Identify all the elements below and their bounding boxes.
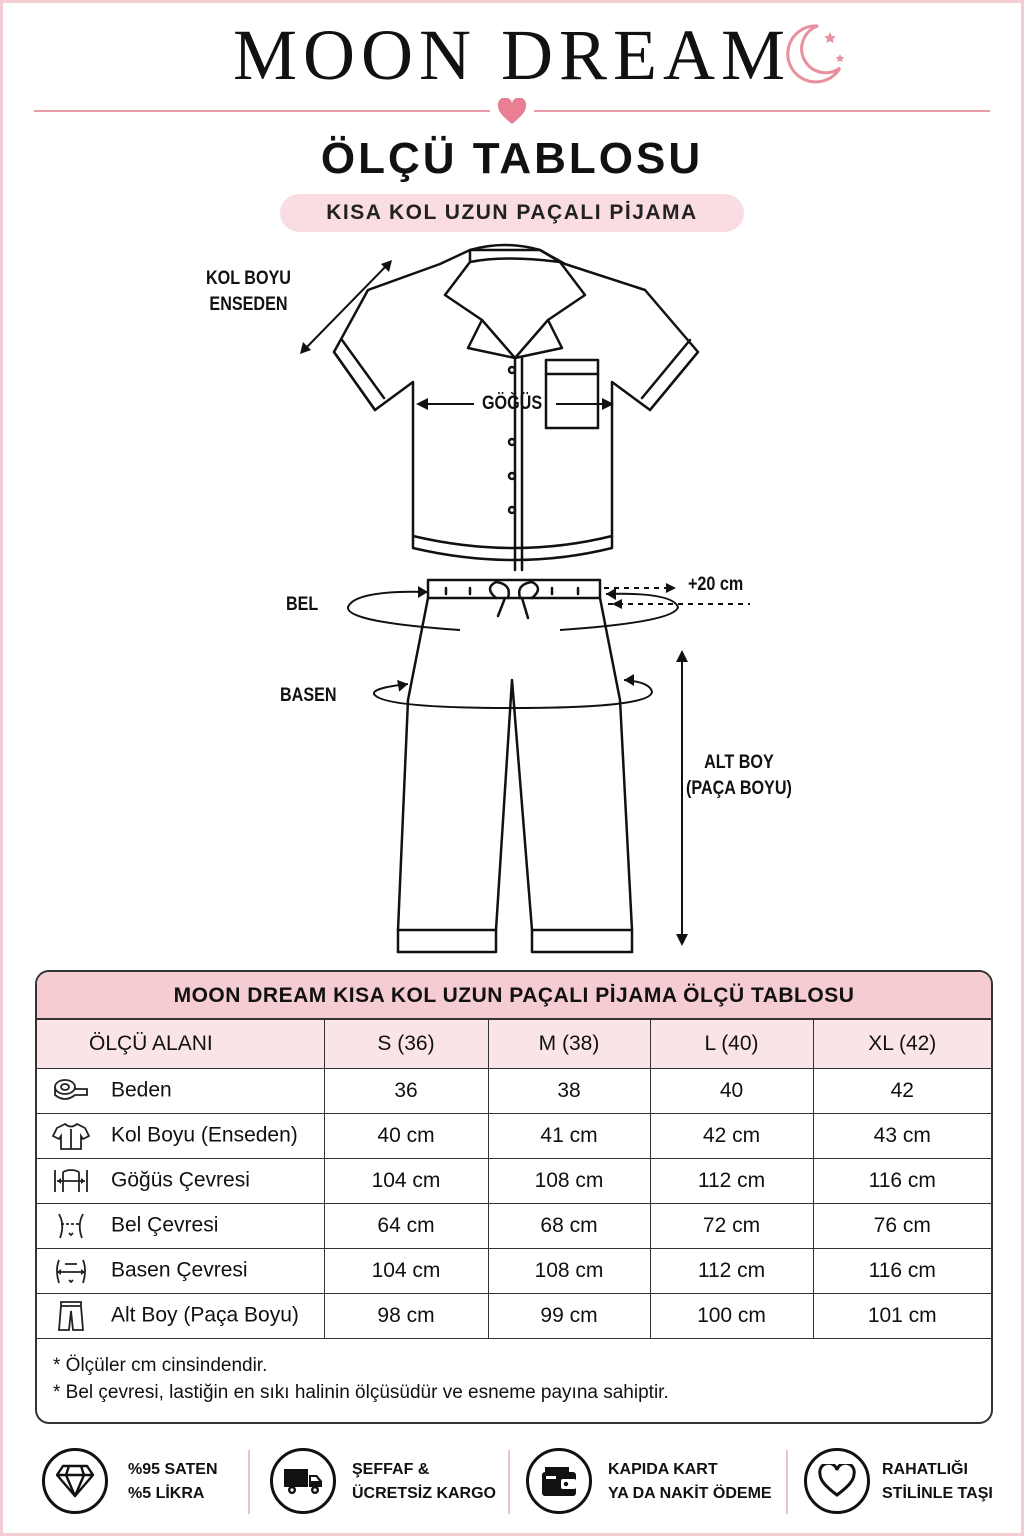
feature-line: ŞEFFAF & xyxy=(352,1461,430,1478)
brand-logo-text: MOON DREAM xyxy=(232,15,792,95)
row-label: Basen Çevresi xyxy=(111,1258,248,1282)
label-kol-boyu: KOL BOYU ENSEDEN xyxy=(206,268,291,315)
cell-value: 40 cm xyxy=(324,1114,488,1159)
cell-value: 40 xyxy=(650,1069,813,1114)
row-label: Alt Boy (Paça Boyu) xyxy=(111,1303,299,1327)
footer-separator xyxy=(786,1450,788,1514)
shirt-pocket xyxy=(546,360,598,428)
row-label: Bel Çevresi xyxy=(111,1213,219,1237)
right-sleeve-cuff xyxy=(642,340,698,410)
feature-line: KAPIDA KART xyxy=(608,1461,718,1478)
diamond-icon xyxy=(55,1463,95,1499)
heart-divider-icon xyxy=(497,98,527,126)
cell-value: 116 cm xyxy=(813,1159,991,1204)
cell-value: 76 cm xyxy=(813,1204,991,1249)
table-caption: MOON DREAM KISA KOL UZUN PAÇALI PİJAMA ÖLÇÜ TABLOSU xyxy=(37,972,991,1020)
feature-footer xyxy=(0,1440,1024,1536)
label-bel: BEL xyxy=(286,594,319,615)
table-row xyxy=(37,1114,991,1159)
feature-line: %5 LİKRA xyxy=(128,1485,205,1502)
cell-value: 42 cm xyxy=(650,1114,813,1159)
cell-value: 100 cm xyxy=(650,1294,813,1339)
cell-value: 108 cm xyxy=(488,1249,650,1294)
row-label: Beden xyxy=(111,1078,172,1102)
table-row xyxy=(37,1294,991,1339)
cell-value: 38 xyxy=(488,1069,650,1114)
table-row xyxy=(37,1249,991,1294)
table-row xyxy=(37,1204,991,1249)
feature-line: YA DA NAKİT ÖDEME xyxy=(608,1485,772,1502)
wallet-icon xyxy=(539,1463,579,1499)
row-label: Göğüs Çevresi xyxy=(111,1168,250,1192)
waist-icon xyxy=(51,1211,91,1241)
divider-left xyxy=(34,110,490,112)
table-notes xyxy=(53,1352,669,1406)
note-line: * Ölçüler cm cinsindendir. xyxy=(53,1355,268,1376)
label-basen: BASEN xyxy=(280,685,337,706)
table-row xyxy=(37,1159,991,1204)
hip-icon xyxy=(51,1256,91,1286)
shirt-collar xyxy=(445,245,585,358)
label-gogus: GÖĞÜS xyxy=(482,393,543,414)
feature-line: %95 SATEN xyxy=(128,1461,218,1478)
cell-value: 112 cm xyxy=(650,1159,813,1204)
header-size-l: L (40) xyxy=(650,1020,813,1069)
header-olcu-alani: ÖLÇÜ ALANI xyxy=(37,1020,324,1069)
cell-value: 42 xyxy=(813,1069,991,1114)
pajama-diagram xyxy=(0,230,1024,970)
row-label: Kol Boyu (Enseden) xyxy=(111,1123,298,1147)
feature-line: ÜCRETSİZ KARGO xyxy=(352,1485,496,1502)
feature-line: RAHATLIĞI xyxy=(882,1461,968,1478)
header-size-s: S (36) xyxy=(324,1020,488,1069)
size-chart-table xyxy=(35,970,993,1424)
table-row xyxy=(37,1069,991,1114)
cell-value: 108 cm xyxy=(488,1159,650,1204)
label-plus-20: +20 cm xyxy=(688,574,744,595)
header-size-xl: XL (42) xyxy=(813,1020,991,1069)
chest-measure-icon xyxy=(51,1166,91,1196)
cell-value: 72 cm xyxy=(650,1204,813,1249)
cell-value: 104 cm xyxy=(324,1159,488,1204)
truck-icon xyxy=(282,1466,324,1496)
cell-value: 43 cm xyxy=(813,1114,991,1159)
divider-right xyxy=(534,110,990,112)
feature-line: STİLİNLE TAŞI xyxy=(882,1485,993,1502)
page-title: ÖLÇÜ TABLOSU xyxy=(320,134,704,183)
trousers-icon xyxy=(51,1299,91,1333)
table-header-row xyxy=(37,1020,991,1069)
cell-value: 64 cm xyxy=(324,1204,488,1249)
cell-value: 99 cm xyxy=(488,1294,650,1339)
shirt-icon xyxy=(51,1121,91,1151)
footer-separator xyxy=(248,1450,250,1514)
cell-value: 41 cm xyxy=(488,1114,650,1159)
product-subtitle: KISA KOL UZUN PAÇALI PİJAMA xyxy=(280,194,744,232)
cell-value: 68 cm xyxy=(488,1204,650,1249)
pants-waistband xyxy=(428,580,600,598)
cell-value: 104 cm xyxy=(324,1249,488,1294)
note-line: * Bel çevresi, lastiğin en sıkı halinin ölçüsüdür ve esneme payına sahiptir. xyxy=(53,1382,669,1403)
moon-stars-icon xyxy=(780,18,850,88)
label-alt-boy: ALT BOY (PAÇA BOYU) xyxy=(686,752,792,799)
left-sleeve-cuff xyxy=(334,340,384,410)
cell-value: 112 cm xyxy=(650,1249,813,1294)
tape-measure-icon xyxy=(51,1077,91,1105)
heart-icon xyxy=(818,1464,856,1498)
cell-value: 98 cm xyxy=(324,1294,488,1339)
cell-value: 101 cm xyxy=(813,1294,991,1339)
header-size-m: M (38) xyxy=(488,1020,650,1069)
footer-separator xyxy=(508,1450,510,1514)
cell-value: 116 cm xyxy=(813,1249,991,1294)
cell-value: 36 xyxy=(324,1069,488,1114)
pants-outline xyxy=(398,598,632,930)
